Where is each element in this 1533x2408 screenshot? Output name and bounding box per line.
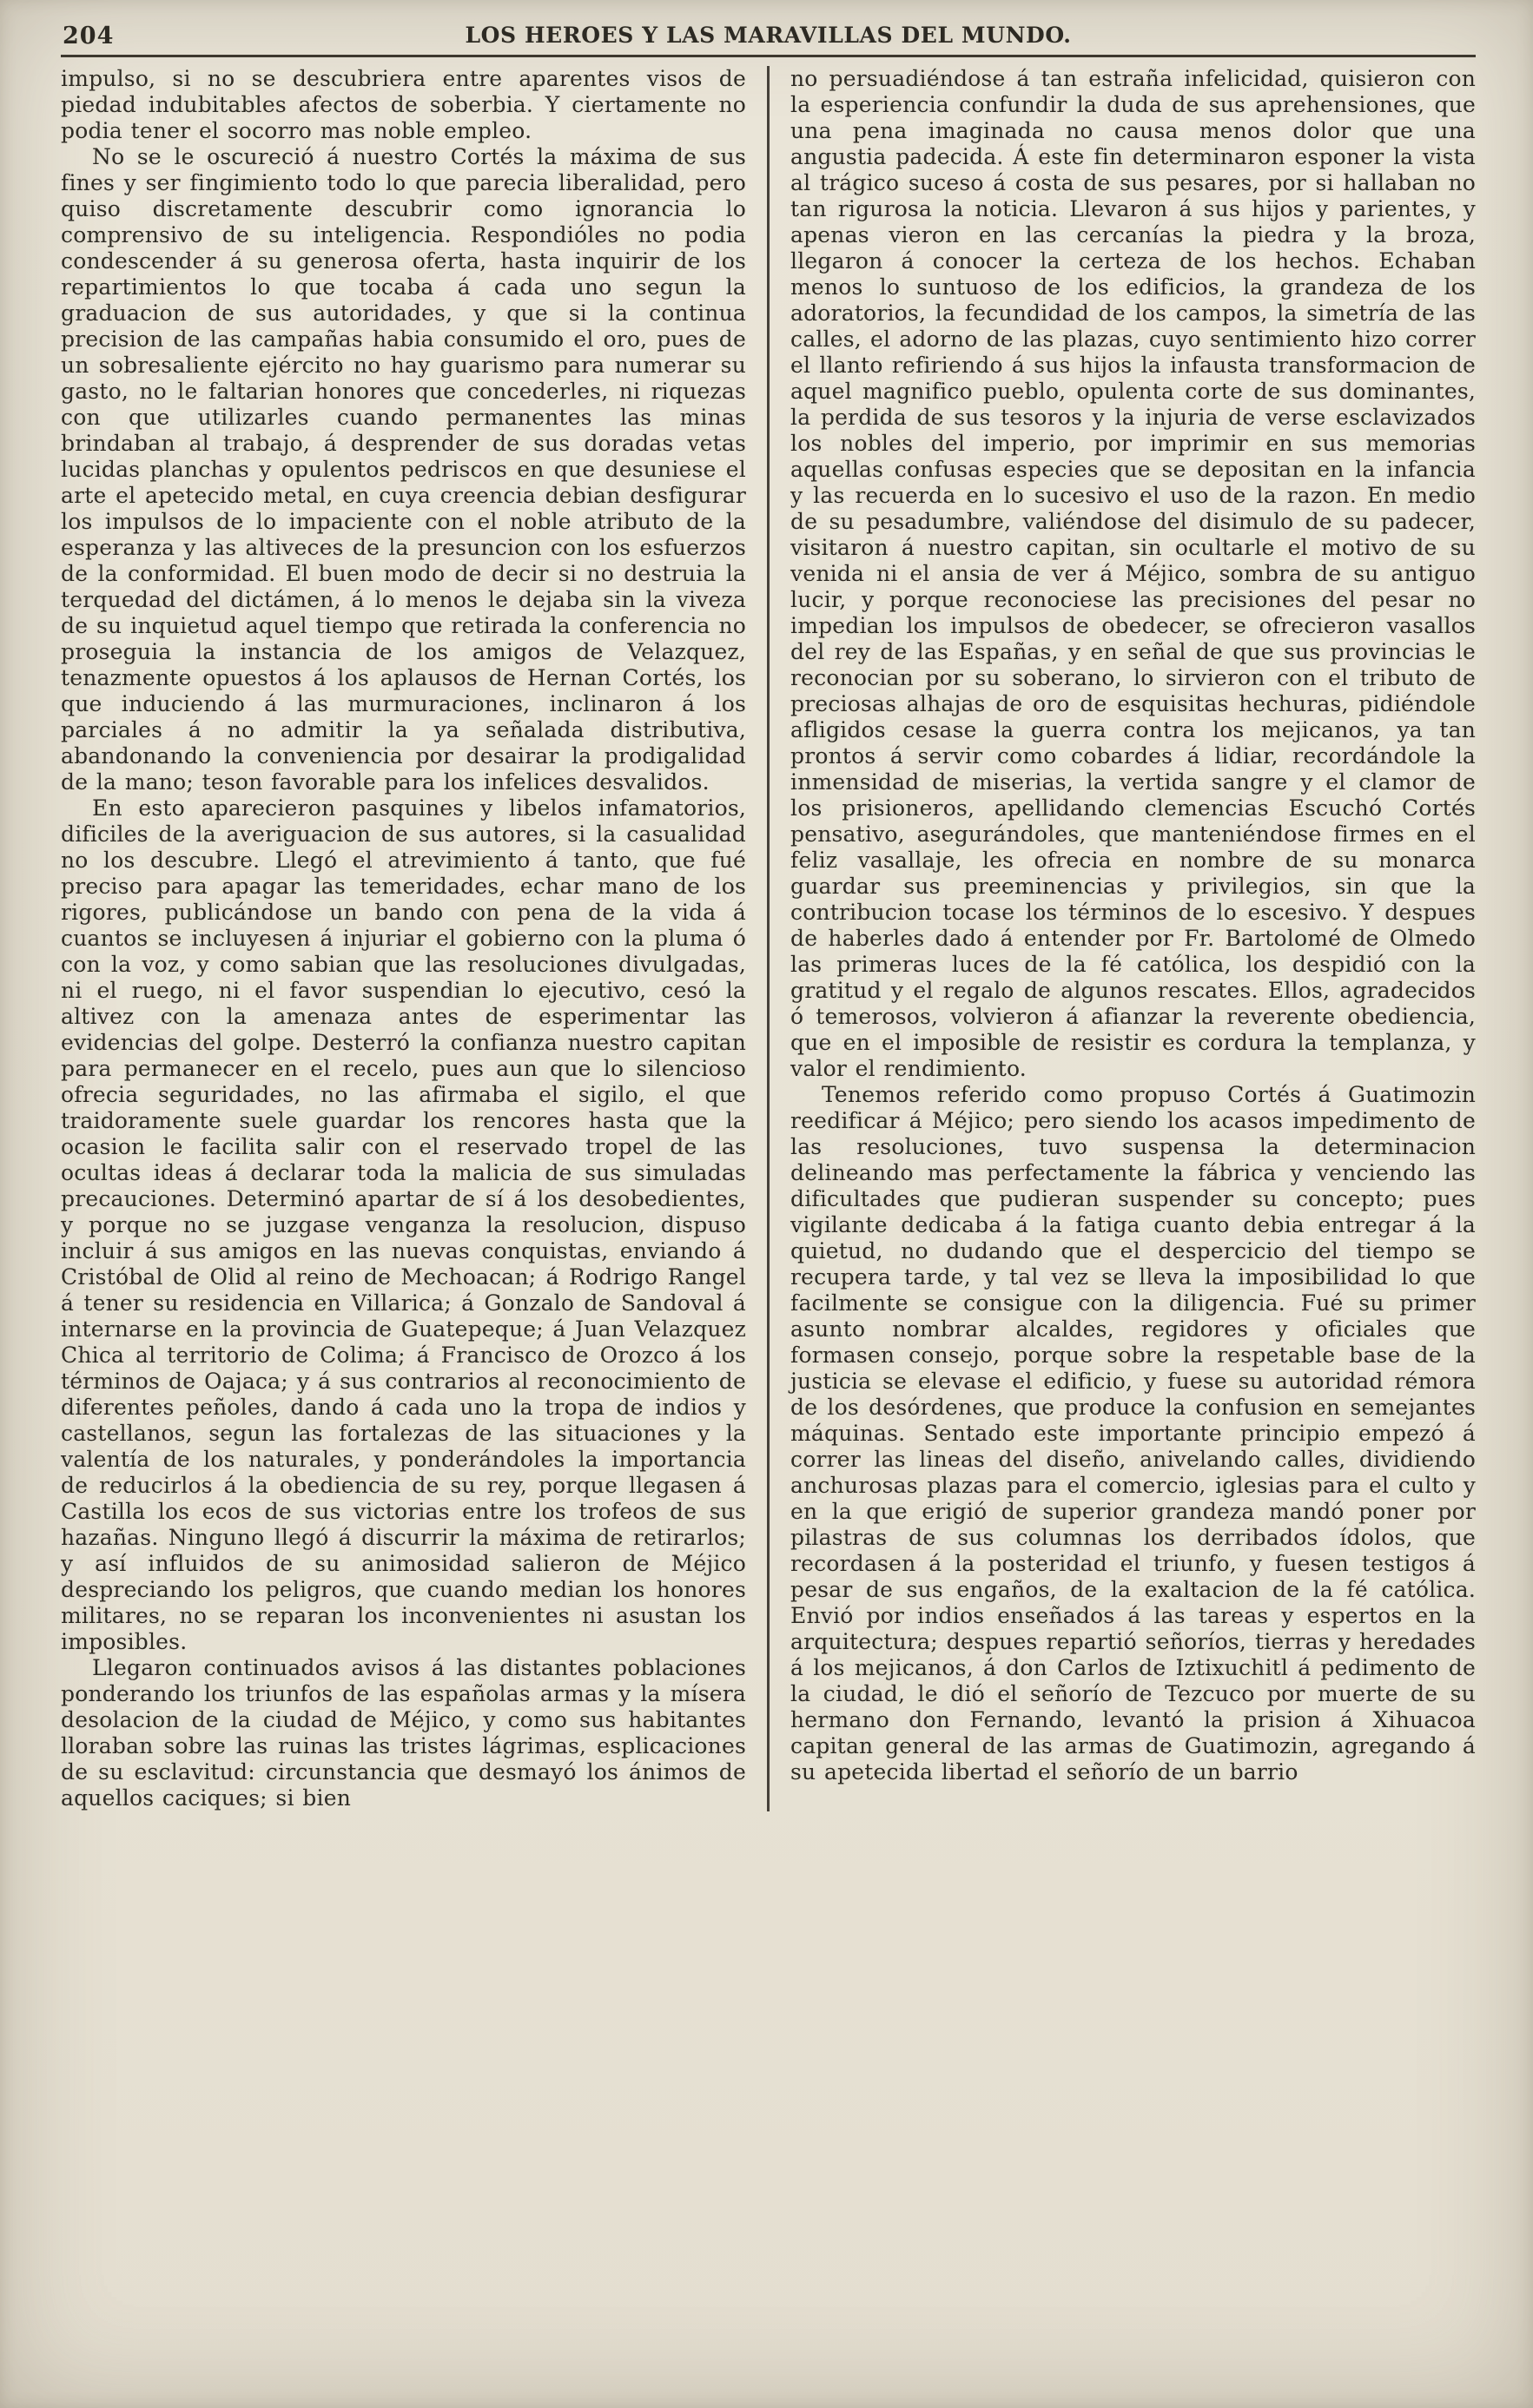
paragraph: Llegaron continuados avisos á las distantes poblaciones ponderando los triunfos de las españolas armas y la mísera desolacion de la ciudad de Méjico, y como sus habitantes lloraban sobre las ruinas las tristes lágrimas, esplicaciones de su esclavitud: circunstancia que desmayó los ánimos de aquellos caciques; si bien <box>61 1655 746 1811</box>
paragraph: impulso, si no se descubriera entre aparentes visos de piedad indubitables afectos de soberbia. Y ciertamente no podia tener el socorro mas noble empleo. <box>61 66 746 143</box>
left-column <box>61 66 767 1811</box>
running-title: LOS HEROES Y LAS MARAVILLAS DEL MUNDO. <box>465 23 1072 48</box>
page-number: 204 <box>63 23 115 49</box>
paragraph: En esto aparecieron pasquines y libelos infamatorios, dificiles de la averiguacion de sus autores, si la casualidad no los descubre. Llegó el atrevimiento á tanto, que fué preciso para apagar las temeridades, echar mano de los rigores, publicándose un bando con pena de la vida á cuantos se incluyesen á injuriar el gobierno con la pluma ó con la voz, y como sabian que las resoluciones divulgadas, ni el ruego, ni el favor suspendian lo ejecutivo, cesó la altivez con la amenaza antes de esperimentar las evidencias del golpe. Desterró la confianza nuestro capitan para permanecer en el recelo, pues aun que lo silencioso ofrecia seguridades, no las afirmaba el sigilo, el que traidoramente suele guardar los rencores hasta que la ocasion le facilita salir con el reservado tropel de las ocultas ideas á declarar toda la malicia de sus simuladas precauciones. Determinó apartar de sí á los desobedientes, y porque no se juzgase venganza la resolucion, dispuso incluir á sus amigos en las nuevas conquistas, enviando á Cristóbal de Olid al reino de Mechoacan; á Rodrigo Rangel á tener su residencia en Villarica; á Gonzalo de Sandoval á internarse en la provincia de Guatepeque; á Juan Velazquez Chica al territorio de Colima; á Francisco de Orozco á los términos de Oajaca; y á sus contrarios al reconocimiento de diferentes peñoles, dando á cada uno la tropa de indios y castellanos, segun las fortalezas de las situaciones y la valentía de los naturales, y ponderándoles la importancia de reducirlos á la obediencia de su rey, porque llegasen á Castilla los ecos de sus victorias entre los trofeos de sus hazañas. Ninguno llegó á discurrir la máxima de retirarlos; y así influidos de su animosidad salieron de Méjico despreciando los peligros, que cuando median los honores militares, no se reparan los inconvenientes ni asustan los imposibles. <box>61 795 746 1654</box>
paragraph: No se le oscureció á nuestro Cortés la máxima de sus fines y ser fingimiento todo lo que parecia liberalidad, pero quiso discretamente descubrir como ignorancia lo comprensivo de su inteligencia. Respondióles no podia condescender á su generosa oferta, hasta inquirir de los repartimientos lo que tocaba á cada uno segun la graduacion de sus autoridades, y que si la continua precision de las campañas habia consumido el oro, pues de un sobresaliente ejército no hay guarismo para numerar su gasto, no le faltarian honores que concederles, ni riquezas con que utilizarles cuando permanentes las minas brindaban al trabajo, á desprender de sus doradas vetas lucidas planchas y opulentos pedriscos en que desuniese el arte el apetecido metal, en cuya creencia debian desfigurar los impulsos de lo impaciente con el noble atributo de la esperanza y las altiveces de la presuncion con los esfuerzos de la conformidad. El buen modo de decir si no destruia la terquedad del dictámen, á lo menos le dejaba sin la viveza de su inquietud aquel tiempo que retirada la conferencia no proseguia la instancia de los amigos de Velazquez, tenazmente opuestos á los aplausos de Hernan Cortés, los que induciendo á las murmuraciones, inclinaron á los parciales á no admitir la ya señalada distributiva, abandonando la conveniencia por desairar la prodigalidad de la mano; teson favorable para los infelices desvalidos. <box>61 144 746 795</box>
paragraph: Tenemos referido como propuso Cortés á Guatimozin reedificar á Méjico; pero siendo los acasos impedimento de las resoluciones, tuvo suspensa la determinacion delineando mas perfectamente la fábrica y venciendo las dificultades que pudieran suspender su concepto; pues vigilante dedicaba á la fatiga cuanto debia entregar á la quietud, no dudando que el despercicio del tiempo se recupera tarde, y tal vez se lleva la imposibilidad lo que facilmente se consigue con la diligencia. Fué su primer asunto nombrar alcaldes, regidores y oficiales que formasen consejo, porque sobre la respetable base de la justicia se elevase el edificio, y fuese su autoridad rémora de los desórdenes, que produce la confusion en semejantes máquinas. Sentado este importante principio empezó á correr las lineas del diseño, anivelando calles, dividiendo anchurosas plazas para el comercio, iglesias para el culto y en la que erigió de superior grandeza mandó poner por pilastras de sus columnas los derribados ídolos, que recordasen á la posteridad el triunfo, y fuesen testigos á pesar de sus engaños, de la exaltacion de la fé católica. Envió por indios enseñados á las tareas y espertos en la arquitectura; despues repartió señoríos, tierras y heredades á los mejicanos, á don Carlos de Iztixuchitl á pedimento de la ciudad, le dió el señorío de Tezcuco por muerte de su hermano don Fernando, levantó la prision á Xihuacoa capitan general de las armas de Guatimozin, agregando á su apetecida libertad el señorío de un barrio <box>790 1082 1476 1785</box>
paragraph: no persuadiéndose á tan estraña infelicidad, quisieron con la esperiencia confundir la duda de sus aprehensiones, que una pena imaginada no causa menos dolor que una angustia padecida. Á este fin determinaron esponer la vista al trágico suceso á costa de sus pesares, por si hallaban no tan rigurosa la noticia. Llevaron á sus hijos y parientes, y apenas vieron en las cercanías la piedra y la broza, llegaron á conocer la certeza de los hechos. Echaban menos lo suntuoso de los edificios, la grandeza de los adoratorios, la fecundidad de los campos, la simetría de las calles, el adorno de las plazas, cuyo sentimiento hizo correr el llanto refiriendo á sus hijos la infausta transformacion de aquel magnifico pueblo, opulenta corte de sus dominantes, la perdida de sus tesoros y la injuria de verse esclavizados los nobles del imperio, por imprimir en sus memorias aquellas confusas especies que se depositan en la infancia y las recuerda en lo sucesivo el uso de la razon. En medio de su pesadumbre, valiéndose del disimulo de su padecer, visitaron á nuestro capitan, sin ocultarle el motivo de su venida ni el ansia de ver á Méjico, sombra de su antiguo lucir, y porque reconociese las precisiones del pesar no impedian los impulsos de obedecer, se ofrecieron vasallos del rey de las Españas, y en señal de que sus provincias le reconocian por su soberano, lo sirvieron con el tributo de preciosas alhajas de oro de esquisitas hechuras, pidiéndole afligidos cesase la guerra contra los mejicanos, ya tan prontos á servir como cobardes á lidiar, recordándole la inmensidad de miserias, la vertida sangre y el clamor de los prisioneros, apellidando clemencias Escuchó Cortés pensativo, asegurándoles, que manteniéndose firmes en el feliz vasallaje, les ofrecia en nombre de su monarca guardar sus preeminencias y privilegios, sin que la contribucion tocase los términos de lo escesivo. Y despues de haberles dado á entender por Fr. Bartolomé de Olmedo las primeras luces de la fé católica, los despidió con la gratitud y el regalo de algunos rescates. Ellos, agradecidos ó temerosos, volvieron á afianzar la reverente obediencia, que en el imposible de resistir es cordura la templanza, y valor el rendimiento. <box>790 66 1476 1081</box>
right-column <box>770 66 1476 1811</box>
text-columns <box>61 66 1476 1811</box>
header-rule <box>61 55 1476 57</box>
page-header <box>61 21 1476 52</box>
